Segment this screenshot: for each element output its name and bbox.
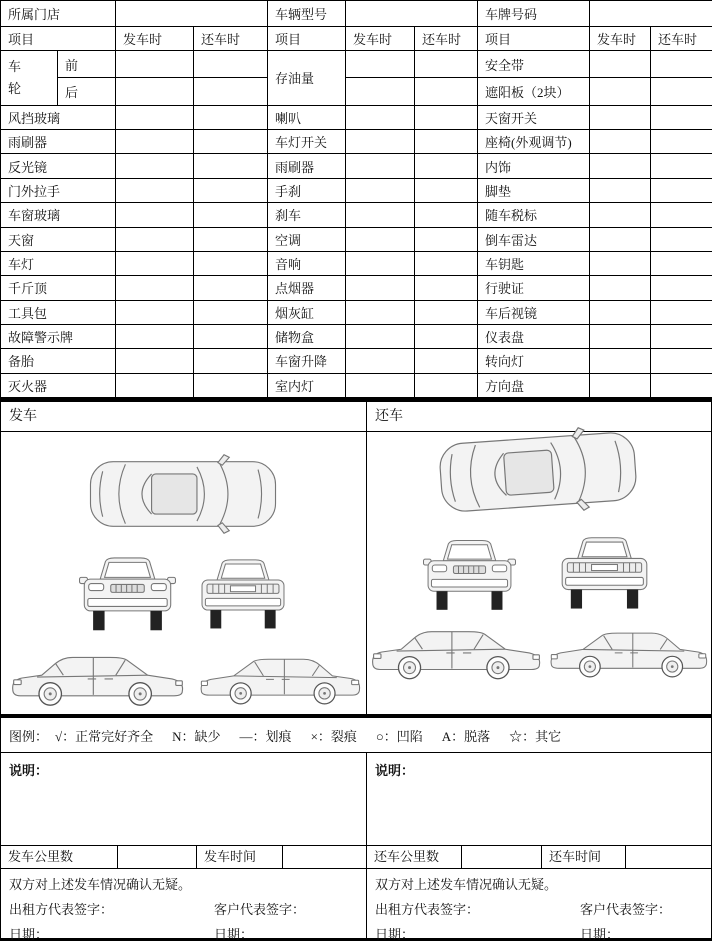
item-label: 工具包 <box>1 300 116 324</box>
item-label: 手刹 <box>268 178 346 202</box>
return-confirm-block <box>367 869 711 941</box>
value-cell[interactable] <box>590 105 651 129</box>
col-header-depart: 发车时 <box>590 27 651 51</box>
item-label: 故障警示牌 <box>1 324 116 348</box>
item-label: 雨刷器 <box>1 130 116 154</box>
table-row <box>1 349 712 373</box>
table-row <box>1 300 712 324</box>
value-cell[interactable] <box>346 251 415 275</box>
value-cell[interactable] <box>651 373 712 397</box>
return-car-front-view-diagram[interactable] <box>423 536 516 616</box>
return-time-label: 还车时间 <box>542 846 626 868</box>
value-cell[interactable] <box>415 78 478 105</box>
item-label: 点烟器 <box>268 276 346 300</box>
item-label: 音响 <box>268 251 346 275</box>
value-cell[interactable] <box>346 105 415 129</box>
item-label: 室内灯 <box>268 373 346 397</box>
value-cell[interactable] <box>651 349 712 373</box>
lessor-signature-label[interactable]: 出租方代表签字： <box>9 902 114 917</box>
table-row <box>1 373 712 397</box>
item-label: 门外拉手 <box>1 178 116 202</box>
legend-entry: N：缺少 <box>172 728 221 744</box>
value-cell[interactable] <box>346 203 415 227</box>
value-cell[interactable] <box>194 178 268 202</box>
value-cell[interactable] <box>194 130 268 154</box>
customer-signature-label[interactable]: 客户代表签字： <box>214 902 306 917</box>
depart-car-side-right-diagram[interactable] <box>197 650 363 707</box>
inspection-items-table <box>0 0 712 398</box>
value-cell[interactable] <box>415 227 478 251</box>
value-cell[interactable] <box>415 105 478 129</box>
col-header-item: 项目 <box>268 27 346 51</box>
store-label: 所属门店 <box>1 1 116 27</box>
value-cell[interactable] <box>415 178 478 202</box>
value-cell[interactable] <box>194 227 268 251</box>
item-label: 千斤顶 <box>1 276 116 300</box>
value-cell[interactable] <box>346 51 415 78</box>
value-cell[interactable] <box>346 324 415 348</box>
item-label: 灭火器 <box>1 373 116 397</box>
value-cell[interactable] <box>194 300 268 324</box>
value-cell[interactable] <box>415 203 478 227</box>
value-cell[interactable] <box>116 251 194 275</box>
item-label: 空调 <box>268 227 346 251</box>
customer-signature-label[interactable]: 客户代表签字： <box>580 902 672 917</box>
value-cell[interactable] <box>590 227 651 251</box>
date-line <box>375 924 703 941</box>
value-cell[interactable] <box>415 300 478 324</box>
value-cell[interactable] <box>346 276 415 300</box>
item-label: 转向灯 <box>478 349 590 373</box>
col-header-item: 项目 <box>478 27 590 51</box>
value-cell[interactable] <box>651 251 712 275</box>
col-header-item: 项目 <box>1 27 116 51</box>
model-label: 车辆型号 <box>268 1 346 27</box>
value-cell[interactable] <box>590 373 651 397</box>
item-label: 方向盘 <box>478 373 590 397</box>
value-cell[interactable] <box>194 373 268 397</box>
value-cell[interactable] <box>116 227 194 251</box>
value-cell[interactable] <box>651 105 712 129</box>
legend-entry: ×：裂痕 <box>310 728 357 744</box>
item-label: 车窗升降 <box>268 349 346 373</box>
return-car-side-right-diagram[interactable] <box>547 622 710 682</box>
value-cell[interactable] <box>346 154 415 178</box>
item-label: 车后视镜 <box>478 300 590 324</box>
legend-entry: √：正常完好齐全 <box>55 728 154 744</box>
value-cell[interactable] <box>194 154 268 178</box>
item-label: 车灯 <box>1 251 116 275</box>
table-row <box>1 130 712 154</box>
value-cell[interactable] <box>415 373 478 397</box>
value-cell[interactable] <box>590 300 651 324</box>
table-row <box>1 51 712 78</box>
value-cell[interactable] <box>590 51 651 78</box>
value-cell[interactable] <box>590 251 651 275</box>
legend-entries <box>48 726 561 745</box>
notes-label: 说明： <box>375 763 415 778</box>
value-cell[interactable] <box>194 203 268 227</box>
legend-entry: ☆：其它 <box>509 728 562 744</box>
plate-input-cell[interactable] <box>590 1 712 27</box>
item-label: 储物盒 <box>268 324 346 348</box>
value-cell[interactable] <box>651 178 712 202</box>
km-time-row <box>0 845 712 869</box>
depart-notes-area[interactable] <box>1 753 367 845</box>
confirm-statement: 双方对上述发车情况确认无疑。 <box>9 877 192 892</box>
item-label: 仪表盘 <box>478 324 590 348</box>
value-cell[interactable] <box>346 78 415 105</box>
value-cell[interactable] <box>116 349 194 373</box>
notes-label: 说明： <box>9 763 49 778</box>
item-label: 烟灰缸 <box>268 300 346 324</box>
value-cell[interactable] <box>116 373 194 397</box>
table-row <box>1 251 712 275</box>
legend-entry: ○：凹陷 <box>375 728 423 744</box>
value-cell[interactable] <box>415 154 478 178</box>
value-cell[interactable] <box>651 324 712 348</box>
depart-car-top-view-diagram[interactable] <box>87 450 279 538</box>
col-header-return: 还车时 <box>415 27 478 51</box>
item-label: 车灯开关 <box>268 130 346 154</box>
value-cell[interactable] <box>116 51 194 78</box>
value-cell[interactable] <box>590 178 651 202</box>
return-notes-area[interactable] <box>367 753 711 845</box>
value-cell[interactable] <box>651 276 712 300</box>
item-label: 天窗 <box>1 227 116 251</box>
return-panel-title: 还车 <box>367 402 711 432</box>
value-cell[interactable] <box>116 154 194 178</box>
value-cell[interactable] <box>194 276 268 300</box>
value-cell[interactable] <box>116 203 194 227</box>
depart-panel <box>1 402 367 714</box>
value-cell[interactable] <box>346 130 415 154</box>
value-cell[interactable] <box>651 300 712 324</box>
item-label-wheel: 车轮 <box>1 51 58 106</box>
value-cell[interactable] <box>194 78 268 105</box>
value-cell[interactable] <box>415 349 478 373</box>
car-diagrams-section <box>0 402 712 714</box>
value-cell[interactable] <box>590 203 651 227</box>
table-row <box>1 178 712 202</box>
return-km-label: 还车公里数 <box>367 846 462 868</box>
return-km-input-cell[interactable] <box>462 846 542 868</box>
depart-car-rear-view-diagram[interactable] <box>197 555 289 635</box>
item-label: 喇叭 <box>268 105 346 129</box>
table-row <box>1 227 712 251</box>
value-cell[interactable] <box>116 276 194 300</box>
item-label: 内饰 <box>478 154 590 178</box>
value-cell[interactable] <box>116 105 194 129</box>
col-header-depart: 发车时 <box>346 27 415 51</box>
depart-time-label: 发车时间 <box>197 846 283 868</box>
value-cell[interactable] <box>346 227 415 251</box>
value-cell[interactable] <box>346 373 415 397</box>
col-header-return: 还车时 <box>194 27 268 51</box>
item-label: 雨刷器 <box>268 154 346 178</box>
store-input-cell[interactable] <box>116 1 268 27</box>
notes-row <box>0 753 712 845</box>
item-label: 倒车雷达 <box>478 227 590 251</box>
lessor-date-label[interactable]: 日期： <box>375 927 415 941</box>
item-label: 刹车 <box>268 203 346 227</box>
value-cell[interactable] <box>415 276 478 300</box>
table-row <box>1 154 712 178</box>
col-header-return: 还车时 <box>651 27 712 51</box>
depart-km-input-cell[interactable] <box>118 846 197 868</box>
table-row <box>1 276 712 300</box>
value-cell[interactable] <box>415 51 478 78</box>
value-cell[interactable] <box>651 227 712 251</box>
customer-date-label[interactable]: 日期： <box>580 927 620 941</box>
item-label: 车钥匙 <box>478 251 590 275</box>
table-row <box>1 324 712 348</box>
date-line <box>9 924 358 941</box>
item-label-wheel-front: 前 <box>58 51 116 78</box>
return-car-top-view-diagram[interactable] <box>434 419 642 525</box>
depart-confirm-block <box>1 869 367 941</box>
table-row <box>1 1 712 27</box>
legend-entry: —：划痕 <box>239 728 292 744</box>
item-label: 随车税标 <box>478 203 590 227</box>
lessor-signature-label[interactable]: 出租方代表签字： <box>375 902 480 917</box>
table-row <box>1 78 712 105</box>
value-cell[interactable] <box>194 105 268 129</box>
value-cell[interactable] <box>415 251 478 275</box>
value-cell[interactable] <box>651 78 712 105</box>
depart-km-label: 发车公里数 <box>1 846 118 868</box>
legend-prefix: 图例： <box>9 728 49 744</box>
lessor-date-label[interactable]: 日期： <box>9 927 49 941</box>
value-cell[interactable] <box>346 300 415 324</box>
item-label-fuel: 存油量 <box>268 51 346 106</box>
signature-line <box>375 899 703 918</box>
value-cell[interactable] <box>651 130 712 154</box>
return-time-input-cell[interactable] <box>626 846 711 868</box>
confirm-statement: 双方对上述发车情况确认无疑。 <box>375 877 558 892</box>
value-cell[interactable] <box>415 130 478 154</box>
item-label: 安全带 <box>478 51 590 78</box>
item-label: 行驶证 <box>478 276 590 300</box>
item-label: 天窗开关 <box>478 105 590 129</box>
plate-label: 车牌号码 <box>478 1 590 27</box>
value-cell[interactable] <box>651 203 712 227</box>
customer-date-label[interactable]: 日期： <box>214 927 254 941</box>
legend-row <box>0 718 712 753</box>
depart-time-input-cell[interactable] <box>283 846 367 868</box>
value-cell[interactable] <box>590 154 651 178</box>
table-row <box>1 203 712 227</box>
item-label: 风挡玻璃 <box>1 105 116 129</box>
item-label: 座椅(外观调节) <box>478 130 590 154</box>
value-cell[interactable] <box>116 78 194 105</box>
value-cell[interactable] <box>194 349 268 373</box>
item-label: 车窗玻璃 <box>1 203 116 227</box>
value-cell[interactable] <box>116 300 194 324</box>
col-header-depart: 发车时 <box>116 27 194 51</box>
value-cell[interactable] <box>651 51 712 78</box>
value-cell[interactable] <box>116 130 194 154</box>
table-header-row <box>1 27 712 51</box>
value-cell[interactable] <box>194 51 268 78</box>
value-cell[interactable] <box>590 78 651 105</box>
item-label: 反光镜 <box>1 154 116 178</box>
value-cell[interactable] <box>590 349 651 373</box>
item-label-wheel-rear: 后 <box>58 78 116 105</box>
value-cell[interactable] <box>590 276 651 300</box>
table-row <box>1 105 712 129</box>
value-cell[interactable] <box>116 178 194 202</box>
item-label: 遮阳板（2块） <box>478 78 590 105</box>
value-cell[interactable] <box>590 324 651 348</box>
item-label: 脚垫 <box>478 178 590 202</box>
value-cell[interactable] <box>194 251 268 275</box>
value-cell[interactable] <box>590 130 651 154</box>
value-cell[interactable] <box>415 324 478 348</box>
depart-car-front-view-diagram[interactable] <box>79 554 176 636</box>
legend-entry: A：脱落 <box>441 728 491 744</box>
return-panel <box>367 402 711 714</box>
value-cell[interactable] <box>346 178 415 202</box>
value-cell[interactable] <box>116 324 194 348</box>
model-input-cell[interactable] <box>346 1 478 27</box>
depart-panel-title: 发车 <box>1 402 366 432</box>
confirmation-row <box>0 869 712 941</box>
return-car-rear-view-diagram[interactable] <box>557 534 652 614</box>
value-cell[interactable] <box>651 154 712 178</box>
value-cell[interactable] <box>346 349 415 373</box>
return-car-side-left-diagram[interactable] <box>369 622 544 682</box>
depart-car-side-left-diagram[interactable] <box>9 648 187 708</box>
signature-line <box>9 899 358 918</box>
value-cell[interactable] <box>194 324 268 348</box>
item-label: 备胎 <box>1 349 116 373</box>
